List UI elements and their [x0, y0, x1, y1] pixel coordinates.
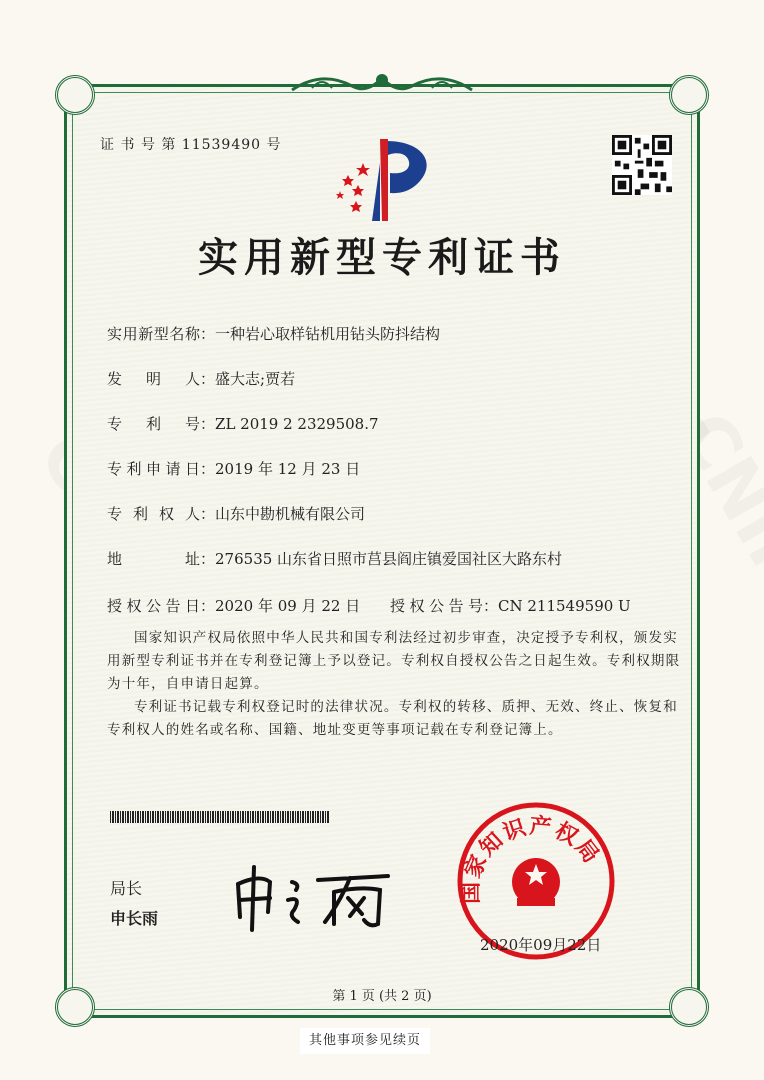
footer-note: 其他事项参见续页 [300, 1028, 430, 1054]
certificate-number: 证 书 号 第 11539490 号 [100, 137, 282, 153]
corner-ornament-icon [669, 75, 709, 115]
field-application-date: 专利申请日：2019 年 12 月 23 日 [107, 460, 361, 478]
paragraph: 专利证书记载专利权登记时的法律状况。专利权的转移、质押、无效、终止、恢复和专利权人的姓名或名称、国籍、地址变更等事项记载在专利登记簿上。 [107, 699, 678, 738]
certificate-title: 实用新型专利证书 [198, 234, 566, 281]
field-inventor: 发明人：盛大志;贾若 [107, 370, 296, 388]
director-title: 局长 [110, 879, 143, 898]
field-publication-number: 授权公告号：CN 211549590 U [390, 597, 631, 615]
field-patent-number: 专利号：ZL 2019 2 2329508.7 [107, 415, 379, 433]
corner-ornament-icon [55, 75, 95, 115]
page-number: 第 1 页 (共 2 页) [332, 989, 432, 1004]
top-ornament-icon [282, 68, 482, 98]
qr-code [612, 135, 672, 195]
seal-date: 2020年09月22日 [480, 936, 602, 954]
svg-text:国家知识产权局: 国家知识产权局 [458, 813, 605, 904]
certificate-body [107, 627, 687, 742]
barcode [110, 811, 330, 823]
field-utility-model-name: 实用新型名称：一种岩心取样钻机用钻头防抖结构 [107, 325, 441, 343]
director-signature [230, 862, 395, 932]
field-patentee: 专利权人：山东中勘机械有限公司 [107, 505, 366, 523]
director-name: 申长雨 [110, 909, 159, 928]
field-grant-date: 授权公告日：2020 年 09 月 22 日 [107, 597, 361, 615]
field-address: 地址：276535 山东省日照市莒县阎庄镇爱国社区大路东村 [107, 550, 563, 568]
paragraph: 国家知识产权局依照中华人民共和国专利法经过初步审查，决定授予专利权，颁发实用新型专利证书并在专利登记簿上予以登记。专利权自授权公告之日起生效。专利权期限为十年，自申请日起算。 [107, 630, 681, 692]
cnipa-logo [328, 133, 440, 223]
